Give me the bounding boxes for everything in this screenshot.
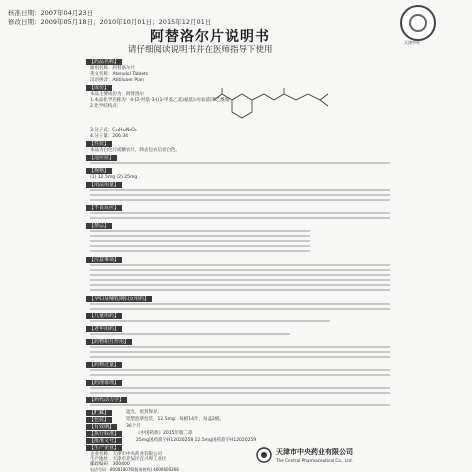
pregnancy-text bbox=[90, 303, 390, 313]
section-overdose: 【药物过量】 bbox=[86, 362, 122, 368]
precautions-text bbox=[90, 264, 390, 294]
section-children: 【儿童用药】 bbox=[86, 313, 122, 319]
structure-label: 2.化学结构式： bbox=[90, 104, 122, 109]
section-indications: 【适应症】 bbox=[86, 155, 117, 161]
company-logo-icon bbox=[400, 5, 436, 41]
section-ingredients: 【成份】 bbox=[86, 85, 112, 91]
contraindications-text bbox=[90, 230, 310, 255]
section-pharmacokinetics: 【药代动力学】 bbox=[86, 397, 127, 403]
indications-text bbox=[90, 162, 390, 167]
revision-dates: 修改日期：2009年05月18日；2010年10月01日；2015年12月01日 bbox=[8, 18, 212, 26]
section-dosage: 【用法用量】 bbox=[86, 182, 122, 188]
section-package: 【包装】 bbox=[86, 417, 112, 423]
overdose-text bbox=[90, 369, 390, 379]
description-text: 本品为白色片或糖衣片，除去包衣后显白色。 bbox=[90, 148, 180, 153]
chemical-name: 1.本品化学名称为：4-[2-羟基-3-[(1-甲基乙基)氨基]-丙氧基]苯乙酰胺 bbox=[90, 98, 230, 103]
generic-name: 通用名称：阿替洛尔片 bbox=[90, 66, 135, 71]
ingredient-main: 本品主要成份为：阿替洛尔 bbox=[90, 92, 144, 97]
section-pregnancy: 【孕妇及哺乳期妇女用药】 bbox=[86, 296, 152, 302]
english-name: 英文名称：Atenolol Tablets bbox=[90, 72, 149, 77]
company-name-en: The Central Pharmaceutical Co., Ltd. bbox=[276, 458, 353, 463]
section-contraindications: 【禁忌】 bbox=[86, 223, 112, 229]
pharmacology-text bbox=[90, 387, 390, 397]
dosage-text bbox=[90, 189, 390, 204]
pinyin-name: 汉语拼音：Atitiluoer Pian bbox=[90, 78, 144, 83]
approval-text: 25mg国药准字H12020258 12.5mg国药准字H12020259 bbox=[136, 438, 257, 443]
package-text: 铝塑泡罩包装，12.5mg：每板14片，每盒2板。 bbox=[126, 417, 224, 422]
section-validity: 【有效期】 bbox=[86, 424, 117, 430]
manufacturer-name: 企业名称：天津市中央药业有限公司 bbox=[90, 452, 162, 457]
adverse-text bbox=[90, 212, 390, 222]
children-text bbox=[90, 320, 330, 325]
company-mark-icon bbox=[256, 447, 272, 463]
section-adverse: 【不良反应】 bbox=[86, 205, 122, 211]
manufacturer-address: 生产地址：天津市北辰区宜兴埠工业区 bbox=[90, 457, 167, 462]
manufacturer-phone: 电话号码：800818076(服务热线) 4006600268 bbox=[90, 467, 179, 472]
section-precautions: 【注意事项】 bbox=[86, 257, 122, 263]
section-interactions: 【药物相互作用】 bbox=[86, 339, 132, 345]
section-approval: 【批准文号】 bbox=[86, 438, 122, 444]
section-specification: 【规格】 bbox=[86, 168, 112, 174]
molecular-weight: 4.分子量：266.34 bbox=[90, 134, 129, 139]
document-subtitle: 请仔细阅读说明书并在医师指导下使用 bbox=[128, 45, 273, 55]
chemical-structure-diagram bbox=[212, 86, 362, 124]
section-description: 【性状】 bbox=[86, 141, 112, 147]
molecular-formula: 3.分子式：C₁₄H₂₂N₂O₃ bbox=[90, 128, 137, 133]
validity-text: 36个月 bbox=[126, 424, 141, 429]
company-name-cn: 天津市中央药业有限公司 bbox=[276, 448, 353, 456]
manufacturer-postcode: 邮政编码：300400 bbox=[90, 462, 130, 467]
specification-text: (1) 12.5mg (2) 25mg bbox=[90, 175, 138, 180]
pharmacokinetics-text bbox=[90, 404, 390, 409]
elderly-text bbox=[90, 333, 290, 338]
standard-text: 《中国药典》2015年版二部 bbox=[136, 431, 193, 436]
logo-text: 天津中央 bbox=[404, 40, 420, 45]
storage-text: 遮光，密封保存。 bbox=[126, 410, 162, 415]
document-title: 阿替洛尔片说明书 bbox=[150, 29, 270, 45]
section-pharmacology: 【药理毒理】 bbox=[86, 380, 122, 386]
section-manufacturer: 【生产企业】 bbox=[86, 445, 122, 451]
interactions-text bbox=[90, 346, 390, 361]
approval-date: 核准日期：2007年04月23日 bbox=[8, 9, 94, 17]
section-elderly: 【老年用药】 bbox=[86, 326, 122, 332]
section-storage: 【贮藏】 bbox=[86, 410, 112, 416]
section-drug-name: 【药品名称】 bbox=[86, 59, 122, 65]
section-standard: 【执行标准】 bbox=[86, 431, 122, 437]
